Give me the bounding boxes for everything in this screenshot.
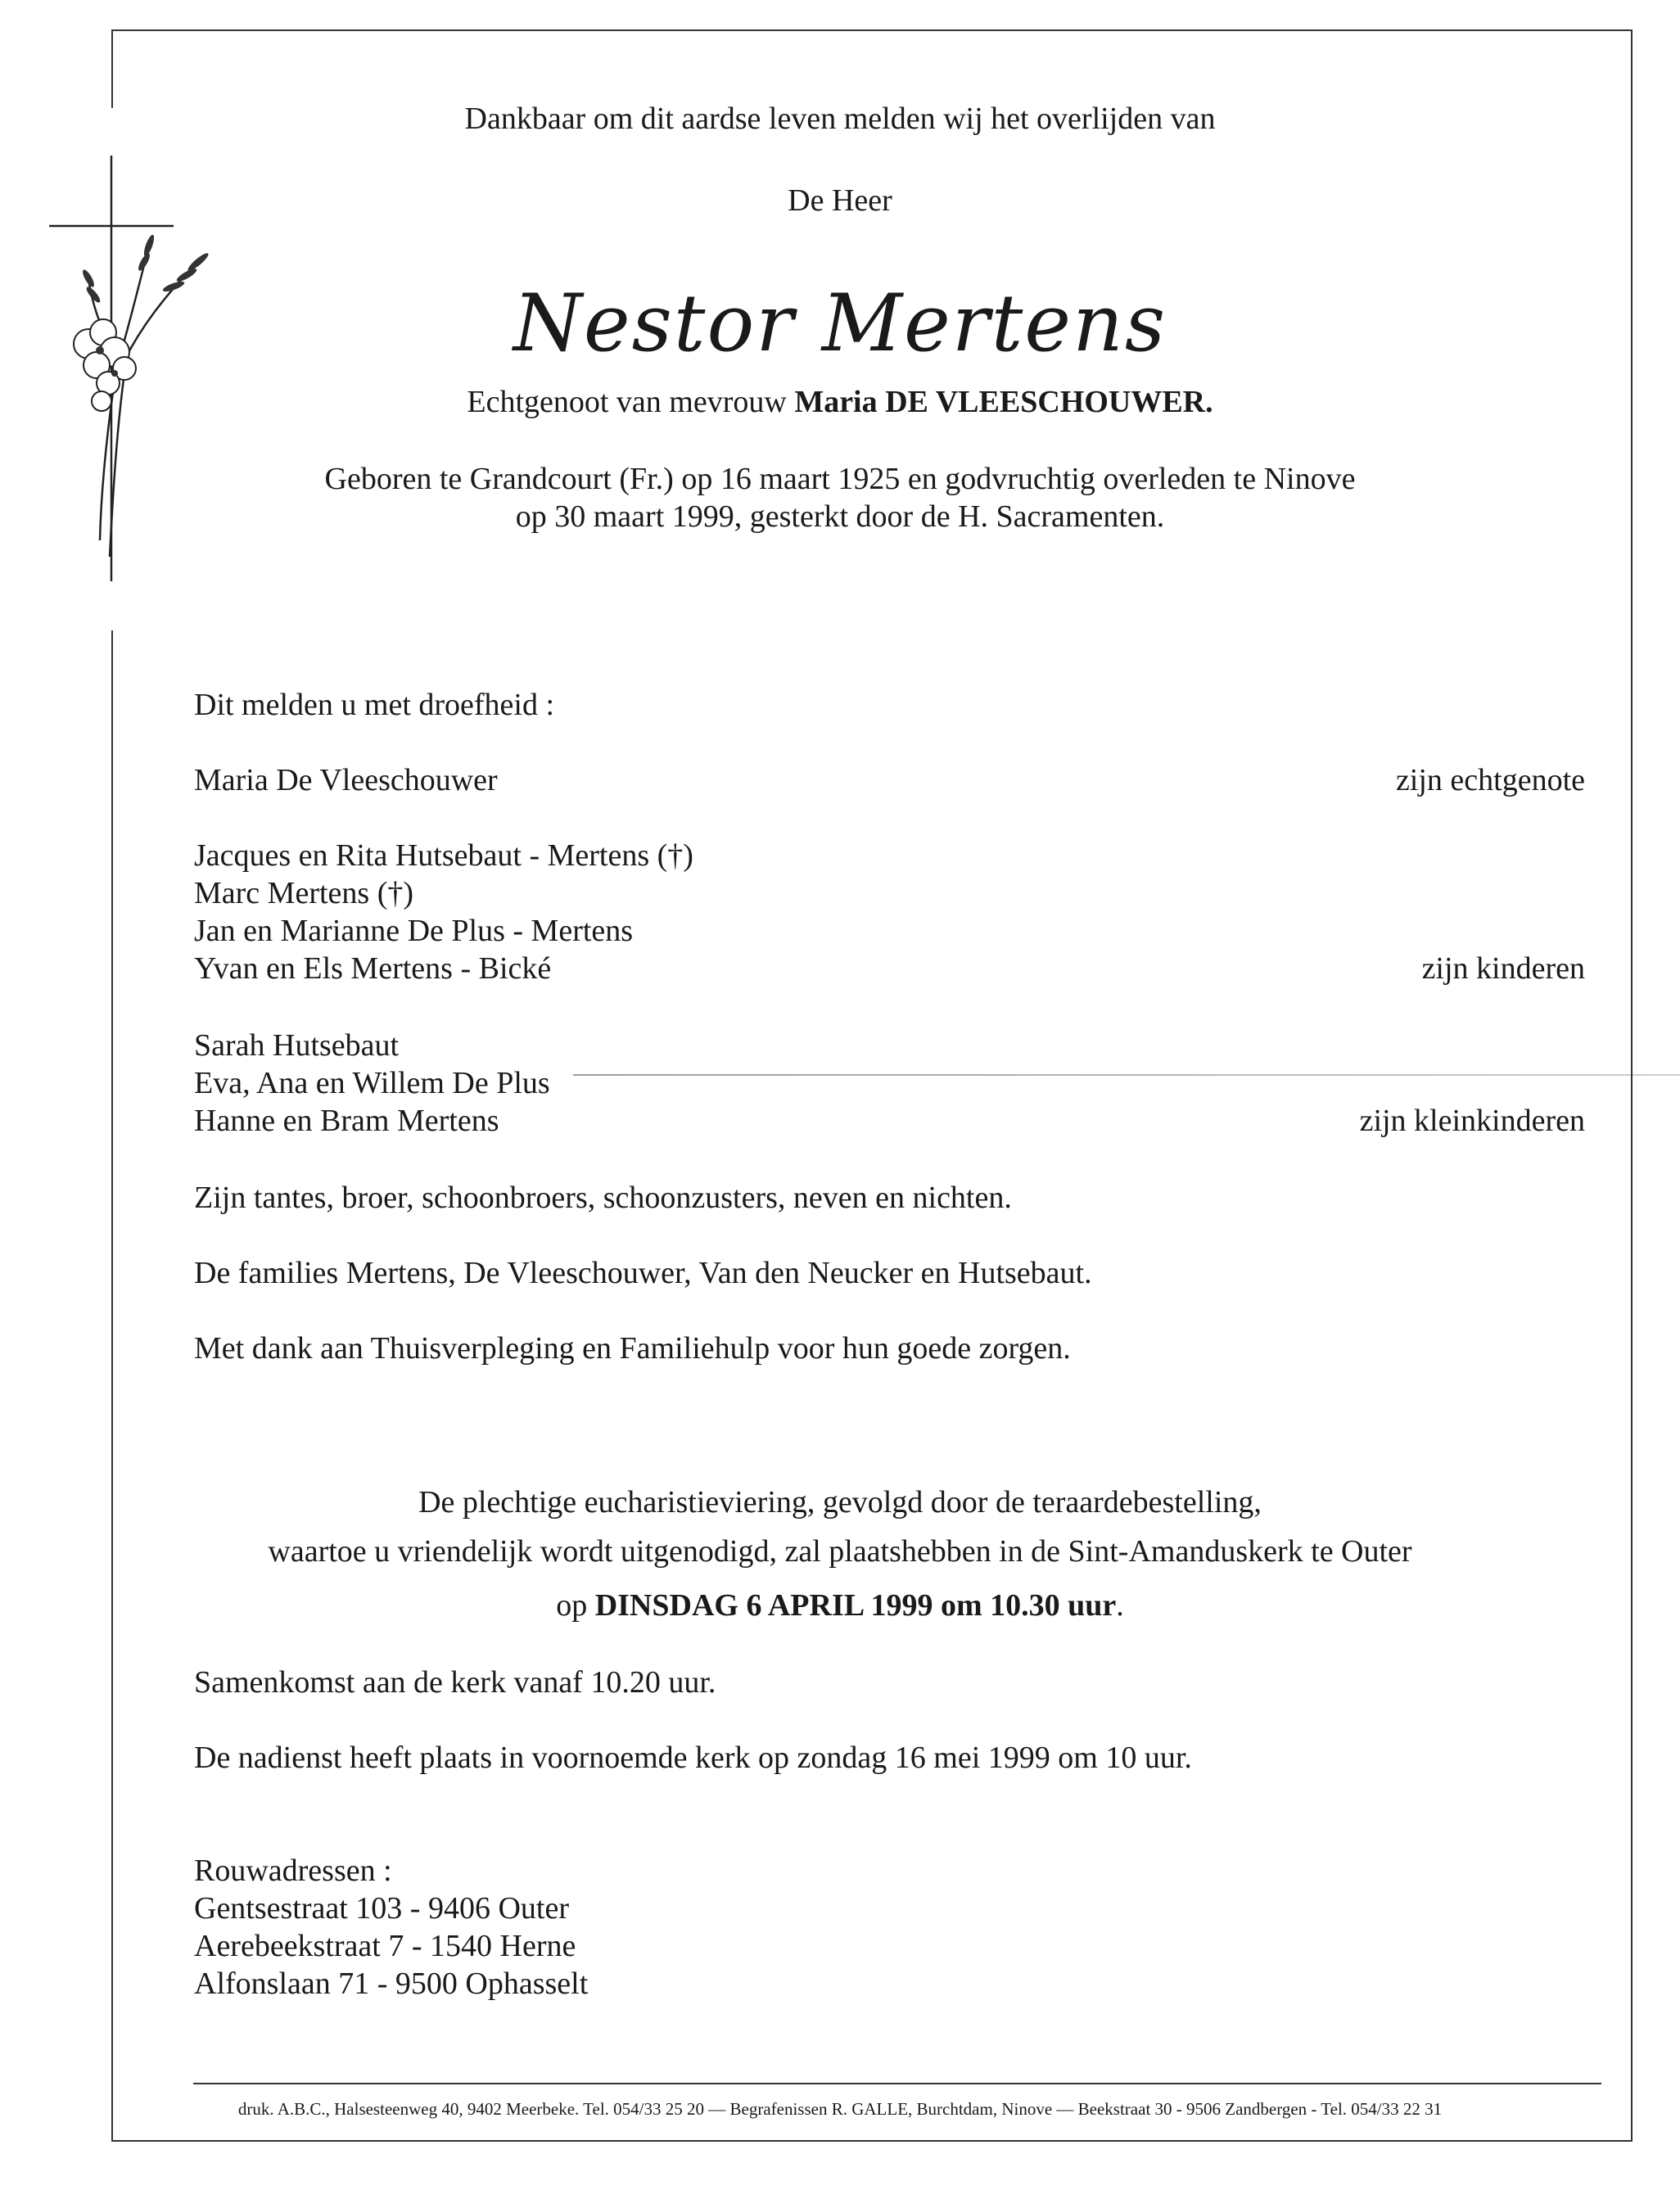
- ceremony-date-prefix: op: [556, 1588, 588, 1623]
- deceased-name: Nestor Mertens: [513, 278, 1167, 369]
- child-entry: Marc Mertens (†): [194, 876, 414, 910]
- intro-line: Dankbaar om dit aardse leven melden wij het overlijden van: [464, 102, 1216, 136]
- ceremony-line-2: waartoe u vriendelijk wordt uitgenodigd, zal plaatshebben in de Sint-Amanduskerk te Outer: [268, 1534, 1412, 1569]
- birth-death-line-2: op 30 maart 1999, gesterkt door de H. Sacramenten.: [515, 499, 1165, 534]
- spouse-prefix: Echtgenoot van mevrouw: [467, 385, 787, 419]
- thanks-line: Met dank aan Thuisverpleging en Familiehulp voor hun goede zorgen.: [194, 1331, 1071, 1366]
- address-line: Alfonslaan 71 - 9500 Ophasselt: [194, 1966, 589, 2001]
- ceremony-date: [0, 1587, 1680, 1624]
- honorific: De Heer: [788, 183, 892, 218]
- children-relation: zijn kinderen: [1421, 951, 1585, 986]
- grandchild-entry: Sarah Hutsebaut: [194, 1028, 400, 1063]
- frame-bottom-border: [111, 2140, 1633, 2142]
- grandchild-entry: Hanne en Bram Mertens: [194, 1104, 499, 1138]
- child-entry: Yvan en Els Mertens - Bické: [194, 951, 552, 986]
- footer-rule: [193, 2083, 1601, 2084]
- printer-credit: druk. A.B.C., Halsesteenweg 40, 9402 Meerbeke. Tel. 054/33 25 20 — Begrafenissen R. GALLE, Burchtdam, Ninove — Beekstraat 30 - 9506 Zandbergen - Tel. 054/33 22 31: [237, 2099, 1443, 2119]
- child-entry: Jacques en Rita Hutsebaut - Mertens (†): [194, 838, 693, 873]
- birth-death-line-1: Geboren te Grandcourt (Fr.) op 16 maart 1925 en godvruchtig overleden te Ninove: [324, 462, 1356, 496]
- grandchildren-relation: zijn kleinkinderen: [1359, 1104, 1585, 1138]
- address-line: Gentsestraat 103 - 9406 Outer: [194, 1891, 569, 1926]
- family-intro: Dit melden u met droefheid :: [194, 688, 555, 722]
- ceremony-date-bold: DINSDAG 6 APRIL 1999 om 10.30 uur: [594, 1588, 1117, 1623]
- spouse-relation: zijn echtgenote: [1395, 763, 1585, 797]
- spouse-suffix: .: [1205, 385, 1213, 419]
- gathering-line: Samenkomst aan de kerk vanaf 10.20 uur.: [194, 1665, 716, 1700]
- grandchild-entry: Eva, Ana en Willem De Plus: [194, 1066, 550, 1100]
- address-line: Aerebeekstraat 7 - 1540 Herne: [194, 1929, 576, 1963]
- follow-up-line: De nadienst heeft plaats in voornoemde kerk op zondag 16 mei 1999 om 10 uur.: [194, 1741, 1192, 1775]
- frame-left-border-top: [111, 29, 113, 108]
- addresses-title: Rouwadressen :: [194, 1854, 392, 1888]
- spouse-name: Maria DE VLEESCHOUWER: [794, 385, 1206, 419]
- families-line: De families Mertens, De Vleeschouwer, Van den Neucker en Hutsebaut.: [194, 1256, 1092, 1290]
- child-entry: Jan en Marianne De Plus - Mertens: [194, 914, 634, 948]
- paper-fold-line: [573, 1074, 1680, 1076]
- ceremony-line-1: De plechtige eucharistieviering, gevolgd door de teraardebestelling,: [418, 1485, 1262, 1519]
- relatives-line: Zijn tantes, broer, schoonbroers, schoonzusters, neven en nichten.: [194, 1181, 1012, 1215]
- frame-top-border: [111, 29, 1633, 31]
- ceremony-date-suffix: .: [1116, 1588, 1124, 1623]
- spouse-entry: Maria De Vleeschouwer: [194, 763, 498, 797]
- frame-left-border-bottom: [111, 630, 113, 2142]
- spouse-line: [0, 383, 1680, 421]
